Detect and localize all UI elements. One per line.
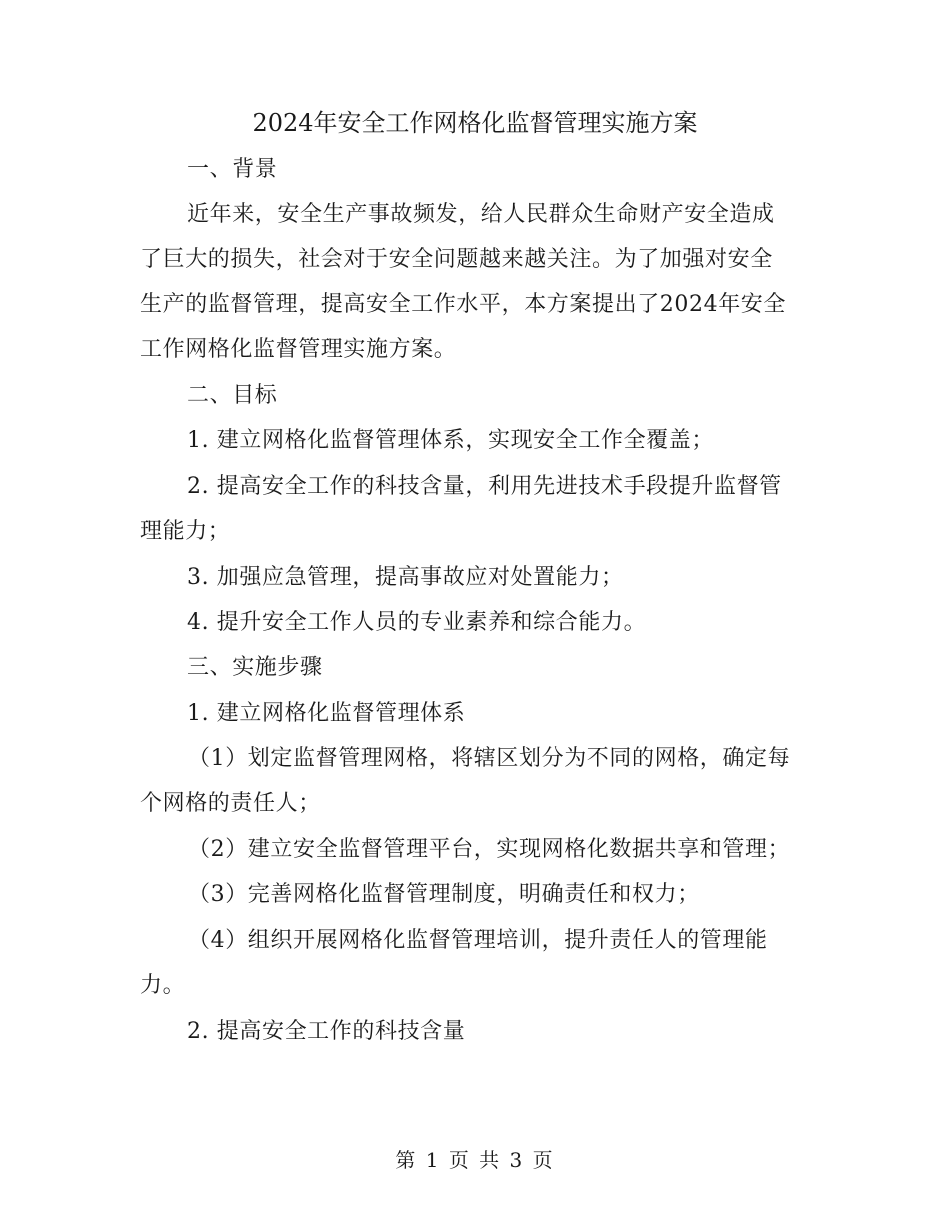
document-title: 2024年安全工作网格化监督管理实施方案 bbox=[252, 109, 698, 137]
section-heading-background: 一、背景 bbox=[187, 157, 278, 182]
goal-item-2-continuation: 理能力； bbox=[140, 519, 231, 544]
paragraph-line: 了巨大的损失，社会对于安全问题越来越关注。为了加强对安全 bbox=[140, 247, 773, 272]
paragraph-line: 近年来，安全生产事故频发，给人民群众生命财产安全造成 bbox=[187, 202, 775, 227]
step-1-sub-2: （2）建立安全监督管理平台，实现网格化数据共享和管理； bbox=[188, 837, 791, 862]
section-heading-steps: 三、实施步骤 bbox=[187, 655, 323, 680]
step-1-sub-1: （1）划定监督管理网格，将辖区划分为不同的网格，确定每 bbox=[188, 746, 791, 771]
goal-item-3: 3. 加强应急管理，提高事故应对处置能力； bbox=[187, 565, 624, 590]
paragraph-line: 生产的监督管理，提高安全工作水平，本方案提出了2024年安全 bbox=[140, 292, 786, 317]
goal-item-2: 2. 提高安全工作的科技含量，利用先进技术手段提升监督管 bbox=[187, 474, 782, 499]
step-1-sub-4: （4）组织开展网格化监督管理培训，提升责任人的管理能 bbox=[188, 928, 768, 953]
goal-item-1: 1. 建立网格化监督管理体系，实现安全工作全覆盖； bbox=[187, 428, 714, 453]
step-1-sub-1-continuation: 个网格的责任人； bbox=[140, 791, 321, 816]
step-1-heading: 1. 建立网格化监督管理体系 bbox=[187, 701, 466, 726]
step-2-heading: 2. 提高安全工作的科技含量 bbox=[187, 1019, 466, 1044]
page-footer: 第 1 页 共 3 页 bbox=[395, 1148, 555, 1172]
step-1-sub-3: （3）完善网格化监督管理制度，明确责任和权力； bbox=[188, 882, 700, 907]
paragraph-line: 工作网格化监督管理实施方案。 bbox=[140, 337, 457, 362]
section-heading-goals: 二、目标 bbox=[187, 383, 278, 408]
goal-item-4: 4. 提升安全工作人员的专业素养和综合能力。 bbox=[187, 610, 647, 635]
step-1-sub-4-continuation: 力。 bbox=[140, 973, 186, 998]
